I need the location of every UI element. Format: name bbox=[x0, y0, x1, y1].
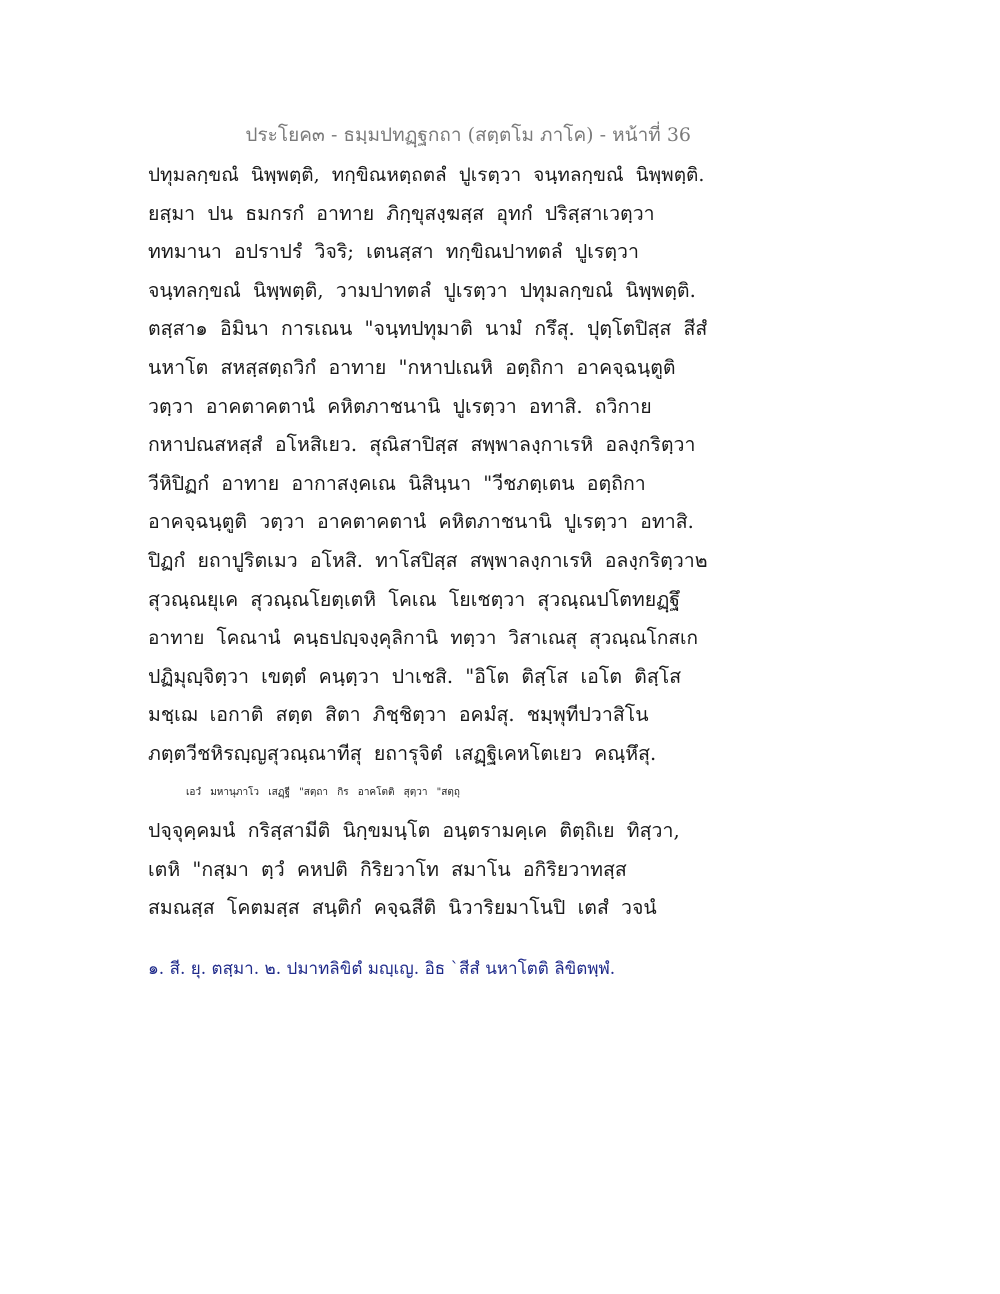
text-line-13: อาทาย โคณานํ คนฺธปญฺจงฺคุลิกานิ ทตฺวา วิสาเณสุ สุวณฺณโกสเก bbox=[148, 627, 698, 650]
text-line-2: ยสฺมา ปน ธมกรกํ อาทาย ภิกฺขุสงฺฆสฺส อุทกํ ปริสฺสาเวตฺวา bbox=[148, 201, 655, 225]
text-line-11: ปิฏกํ ยถาปูริตเมว อโหสิ. ทาโสปิสฺส สพฺพาลงฺกาเรหิ อลงฺกริตฺวา๒ bbox=[148, 548, 708, 572]
footnote: ๑. สี. ยุ. ตสฺมา. ๒. ปมาทลิขิตํ มญฺเญ. อิธ `สีสํ นหาโตติ ลิขิตพฺพํ. bbox=[148, 959, 616, 979]
text-line-18: ปจฺจุคฺคมนํ กริสฺสามีติ นิกฺขมนฺโต อนฺตรามคฺเค ติตฺถิเย ทิสฺวา, bbox=[148, 819, 680, 843]
text-line-7: วตฺวา อาคตาคตานํ คหิตภาชนานิ ปูเรตฺวา อทาสิ. ถวิกาย bbox=[148, 394, 652, 418]
text-line-1: ปทุมลกฺขณํ นิพฺพตฺติ, ทกฺขิณหตฺถตลํ ปูเรตฺวา จนฺทลกฺขณํ นิพฺพตฺติ. bbox=[148, 164, 705, 186]
page-header: ประโยค๓ - ธมฺมปทฏฺฐกถา (สตฺตโม ภาโค) - หน้าที่ 36 bbox=[245, 124, 691, 146]
text-line-14: ปฏิมุญฺจิตฺวา เขตฺตํ คนฺตฺวา ปาเชสิ. "อิโต ติสฺโส เอโต ติสฺโส bbox=[148, 664, 682, 688]
text-line-8: กหาปณสหสฺสํ อโหสิเยว. สุณิสาปิสฺส สพฺพาลงฺกาเรหิ อลงฺกริตฺวา bbox=[148, 433, 696, 457]
text-line-10: อาคจฺฉนฺตูติ วตฺวา อาคตาคตานํ คหิตภาชนานิ ปูเรตฺวา อทาสิ. bbox=[148, 510, 694, 534]
text-line-3: ททมานา อปราปรํ วิจริ; เตนสฺสา ทกฺขิณปาทตลํ ปูเรตฺวา bbox=[148, 240, 639, 264]
text-line-16: ภตฺตวีชหิรญฺญสุวณฺณาทีสุ ยถารุจิตํ เสฏฺฐิเคหโตเยว คณฺหึสุ. bbox=[148, 741, 657, 765]
text-line-6: นหาโต สหสฺสตฺถวิกํ อาทาย "กหาปเณหิ อตฺถิกา อาคจฺฉนฺตูติ bbox=[148, 355, 676, 379]
text-line-9: วีหิปิฏกํ อาทาย อากาสงฺคเณ นิสินฺนา "วีชภตฺเตน อตฺถิกา bbox=[148, 471, 646, 495]
text-line-12: สุวณฺณยุเค สุวณฺณโยตฺเตหิ โคเณ โยเชตฺวา สุวณฺณปโตทยฏฺฐึ bbox=[148, 587, 681, 611]
text-line-19: เตหิ "กสฺมา ตฺวํ คหปติ กิริยวาโท สมาโน อกิริยวาทสฺส bbox=[148, 857, 627, 881]
text-line-20: สมณสฺส โคตมสฺส สนฺติกํ คจฺฉสีติ นิวาริยมาโนปิ เตสํ วจนํ bbox=[148, 896, 657, 920]
text-line-15: มชฺเฌ เอกาติ สตฺต สิตา ภิชฺชิตฺวา อคมํสุ. ชมฺพุทีปวาสิโน bbox=[148, 703, 649, 727]
text-line-5: ตสฺสา๑ อิมินา การเณน "จนฺทปทุมาติ นามํ กรึสุ. ปุตฺโตปิสฺส สีสํ bbox=[148, 317, 708, 341]
paragraph-start-line: เอวํ มหานุภาโว เสฏฺฐี "สตฺถา กิร อาคโตติ สุตฺวา "สตฺถุ bbox=[186, 786, 460, 798]
text-line-4: จนฺทลกฺขณํ นิพฺพตฺติ, วามปาทตลํ ปูเรตฺวา ปทุมลกฺขณํ นิพฺพตฺติ. bbox=[148, 278, 696, 302]
body-text bbox=[148, 156, 708, 928]
